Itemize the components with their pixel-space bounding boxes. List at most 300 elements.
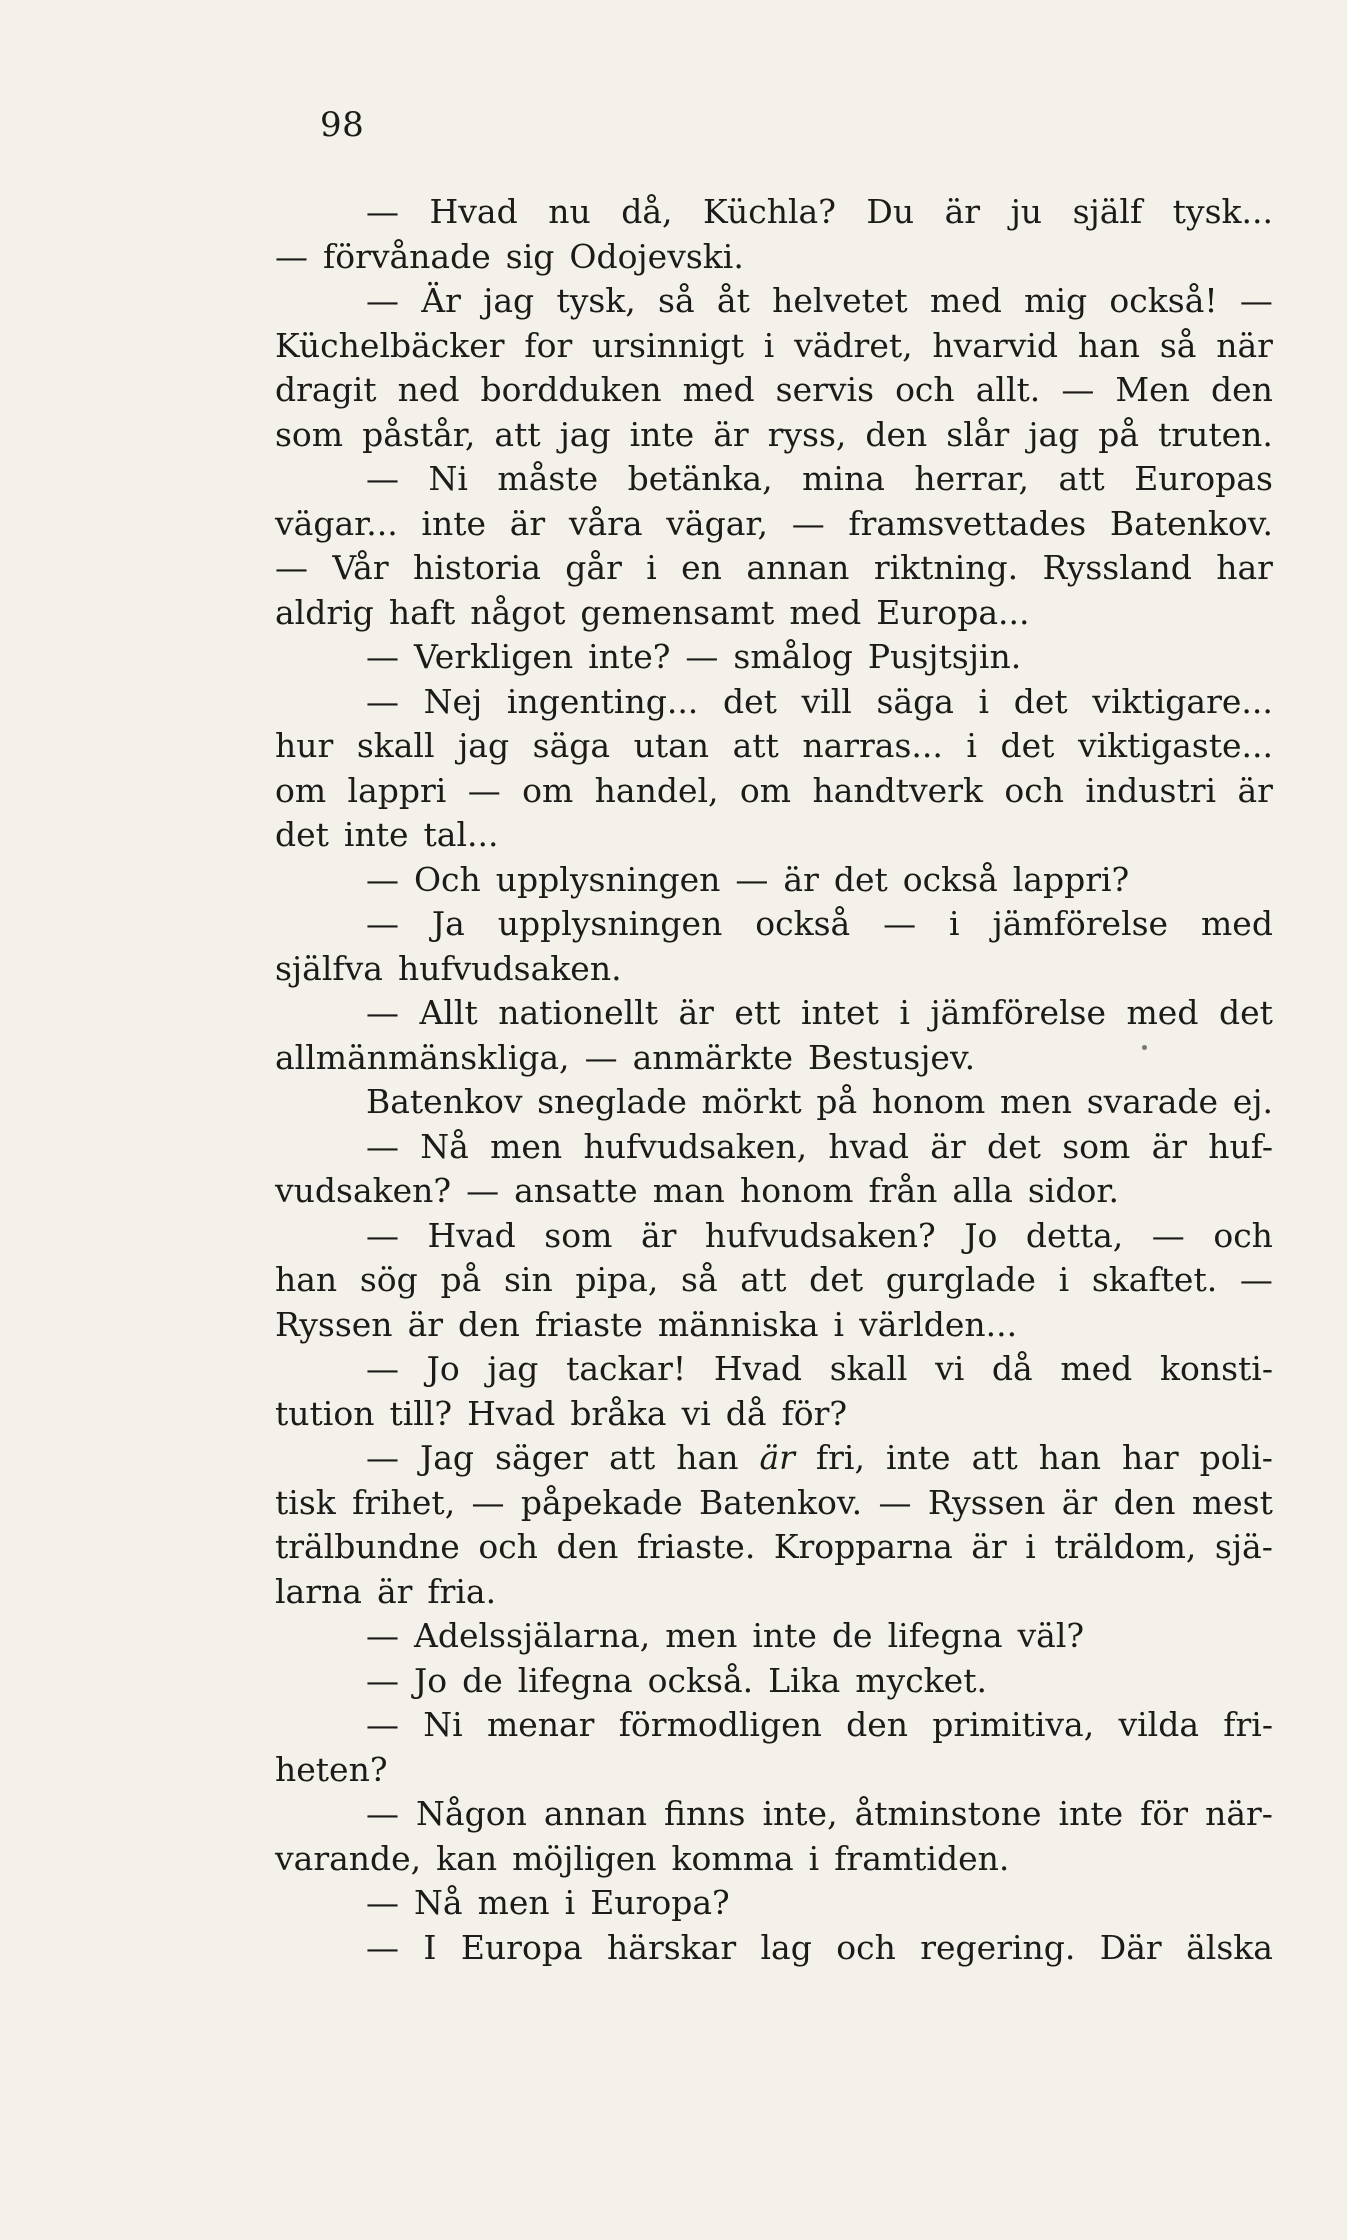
word: vädret, — [794, 325, 913, 365]
word: slår — [946, 414, 1010, 454]
word: varande, — [275, 1838, 422, 1878]
word: när — [1216, 325, 1273, 365]
word: men — [665, 1616, 738, 1655]
word: intet — [800, 993, 879, 1032]
word: det — [1013, 681, 1068, 721]
word: Europas — [1134, 459, 1273, 498]
text-line — [275, 1036, 1273, 1081]
word: också — [755, 904, 851, 943]
word: är — [1061, 1482, 1098, 1522]
text-line — [275, 502, 1273, 547]
text-line — [275, 190, 1273, 235]
text-line — [275, 769, 1273, 814]
word: om — [275, 770, 327, 810]
text-line — [275, 413, 1273, 458]
word: vudsaken? — [275, 1171, 452, 1210]
word: om — [739, 770, 792, 810]
word: också. — [647, 1660, 754, 1700]
word: som — [544, 1215, 613, 1255]
word: ursinnigt — [592, 325, 744, 365]
word: hufvudsaken. — [397, 948, 622, 988]
word: betänka, — [627, 459, 773, 498]
word: mina — [802, 459, 885, 498]
text-line — [275, 1659, 1273, 1704]
word: — — [366, 459, 399, 498]
word: tisk — [275, 1482, 336, 1522]
print-speck — [1142, 1045, 1147, 1050]
word: inte — [1058, 1794, 1124, 1833]
word: världen... — [859, 1304, 1018, 1344]
word: de — [831, 1616, 873, 1655]
word: friaste. — [636, 1527, 756, 1566]
word: lappri — [347, 770, 447, 810]
word: anmärkte — [632, 1037, 794, 1077]
word: ansatte — [514, 1171, 638, 1210]
word: för? — [781, 1393, 848, 1433]
word: säga — [532, 726, 611, 765]
word: Küchelbäcker — [275, 325, 505, 365]
word: detta, — [1025, 1215, 1124, 1255]
word: mörkt — [701, 1082, 802, 1121]
word: för — [1140, 1794, 1189, 1833]
word: Europa? — [590, 1883, 730, 1922]
word: i — [949, 904, 960, 943]
word: själfva — [275, 948, 383, 988]
word: träldom, — [1054, 1527, 1197, 1566]
word: — — [1239, 281, 1273, 320]
word: i — [646, 548, 657, 587]
word: ett — [734, 993, 781, 1032]
word: i — [564, 1883, 576, 1922]
word: vägar, — [666, 503, 769, 543]
word: huf- — [1208, 1126, 1273, 1166]
text-line — [275, 1748, 1273, 1793]
word: med — [789, 592, 862, 632]
text-line — [275, 1792, 1273, 1837]
word: har — [1121, 1438, 1179, 1477]
word: herrar, — [914, 459, 1030, 498]
text-line — [275, 724, 1273, 769]
word: — — [366, 1660, 399, 1700]
word: vägar... — [275, 503, 398, 543]
word: frihet, — [352, 1482, 456, 1522]
word: — — [883, 904, 917, 943]
word: och — [895, 370, 955, 409]
text-line — [275, 813, 1273, 858]
word: jag — [1028, 414, 1080, 454]
word: Nå — [420, 1126, 469, 1166]
word: man — [652, 1171, 725, 1210]
word: åtminstone — [854, 1794, 1042, 1833]
word: tackar! — [566, 1349, 687, 1388]
word: inte — [885, 1438, 951, 1477]
word: — — [366, 637, 399, 676]
word: upplysningen — [497, 904, 723, 943]
word: men — [999, 1082, 1073, 1121]
word: mest — [1191, 1482, 1273, 1522]
word: — — [366, 281, 399, 320]
word: ned — [397, 370, 460, 409]
word: Ryssen — [927, 1482, 1046, 1522]
word: så — [658, 281, 695, 320]
word: Pusjtsjin. — [867, 637, 1022, 676]
word: lifegna — [517, 1660, 633, 1700]
word: framtiden. — [834, 1838, 1010, 1878]
word: — — [366, 1883, 399, 1922]
word: lifegna — [887, 1616, 1003, 1655]
word: Bestusjev. — [808, 1037, 976, 1077]
word: hvad — [828, 1126, 910, 1166]
word: — — [366, 1927, 399, 1967]
word: som — [1062, 1126, 1131, 1166]
word: så — [681, 1260, 718, 1299]
word: dragit — [275, 370, 377, 409]
word: är — [1237, 770, 1273, 810]
word: på — [440, 1260, 482, 1299]
word: kan — [436, 1838, 498, 1878]
text-line — [275, 457, 1273, 502]
text-line — [275, 635, 1273, 680]
word: fria. — [427, 1571, 497, 1611]
word: — — [791, 503, 825, 543]
word: som — [275, 414, 344, 454]
word: — — [1061, 370, 1095, 409]
word: inte — [752, 1616, 817, 1655]
word: med — [1060, 1349, 1133, 1388]
word: tysk, — [556, 281, 636, 320]
word: sneglade — [537, 1082, 687, 1121]
word: — — [878, 1482, 912, 1522]
text-line — [275, 1926, 1273, 1971]
word: honom — [739, 1171, 854, 1210]
word: jämförelse — [930, 993, 1107, 1032]
word: svarade — [1086, 1082, 1219, 1121]
word: måste — [497, 459, 599, 498]
word: hufvudsaken, — [583, 1126, 808, 1166]
word: — — [471, 1482, 505, 1522]
word: har — [1216, 548, 1273, 587]
word: tysk... — [1172, 192, 1273, 231]
word: med — [1126, 993, 1199, 1032]
word: sög — [359, 1260, 418, 1299]
word: Hvad — [713, 1349, 803, 1388]
word: helvetet — [772, 281, 908, 320]
word: Jag — [420, 1438, 475, 1477]
word: jag — [487, 1349, 539, 1388]
text-line — [275, 1614, 1273, 1659]
word: Jo — [426, 1349, 460, 1388]
word: på — [816, 1082, 858, 1121]
text-line — [275, 279, 1273, 324]
word: skall — [356, 726, 435, 765]
word: komma — [671, 1838, 794, 1878]
text-line — [275, 1080, 1273, 1125]
word: inte — [343, 815, 409, 854]
word: Ni — [423, 1705, 463, 1744]
word: Där — [1099, 1927, 1162, 1967]
word: vi — [681, 1393, 711, 1433]
word: Lika — [768, 1660, 841, 1700]
word: inte, — [762, 1794, 838, 1833]
word: gurglade — [885, 1260, 1036, 1299]
word: i — [966, 726, 977, 765]
word: — — [685, 637, 719, 676]
word: ingenting... — [506, 681, 699, 721]
word: de — [462, 1660, 503, 1700]
word: det — [809, 1260, 864, 1299]
word: jag — [483, 281, 535, 320]
word: allmänmänskliga, — [275, 1037, 570, 1077]
word: och — [836, 1927, 896, 1967]
word: mycket. — [855, 1660, 987, 1700]
word: är — [971, 1527, 1007, 1566]
word: — — [735, 859, 769, 899]
word: hur — [275, 726, 334, 765]
word: och — [478, 1527, 538, 1566]
word: något — [470, 592, 566, 632]
word: inte — [629, 414, 695, 454]
word: bråka — [570, 1393, 667, 1433]
word: — — [366, 681, 399, 721]
word: Nej — [423, 681, 483, 721]
word: också! — [1109, 281, 1218, 320]
word: möjligen — [512, 1838, 657, 1878]
word: smålog — [733, 637, 853, 676]
word: fri, — [815, 1438, 865, 1477]
word: är — [759, 1438, 795, 1477]
word: älska — [1186, 1927, 1273, 1967]
text-line — [275, 1125, 1273, 1170]
text-line — [275, 902, 1273, 947]
word: då, — [621, 192, 673, 231]
word: är — [678, 993, 714, 1032]
word: han — [676, 1438, 739, 1477]
word: det — [987, 1126, 1041, 1166]
word: men — [477, 1883, 550, 1922]
word: skall — [829, 1349, 908, 1388]
word: servis — [775, 370, 875, 409]
word: är — [1151, 1126, 1188, 1166]
word: trälbundne — [275, 1527, 460, 1566]
word: Küchla? — [703, 192, 836, 231]
word: mig — [1024, 281, 1088, 320]
word: Europa... — [876, 592, 1030, 632]
word: Och — [414, 859, 481, 899]
word: ju — [1010, 192, 1043, 231]
word: att — [971, 1438, 1018, 1477]
word: — — [584, 1037, 618, 1077]
text-line — [275, 235, 1273, 280]
word: det — [833, 859, 888, 899]
word: är — [930, 1126, 966, 1166]
word: pipa, — [575, 1260, 659, 1299]
word: Någon — [416, 1794, 527, 1833]
page-text — [275, 190, 1273, 1970]
text-line — [275, 1481, 1273, 1526]
word: påstår, — [362, 414, 476, 454]
word: det — [275, 815, 329, 854]
word: primitiva, — [932, 1705, 1095, 1744]
word: en — [681, 548, 722, 587]
word: själf — [1072, 192, 1143, 231]
word: framsvettades — [848, 503, 1087, 543]
word: industri — [1085, 770, 1217, 810]
word: larna — [275, 1571, 362, 1611]
word: tution — [275, 1393, 375, 1433]
word: menar — [486, 1705, 595, 1744]
word: Europa — [460, 1927, 583, 1967]
word: Adelssjälarna, — [414, 1616, 651, 1655]
word: Verkligen — [414, 637, 574, 676]
text-line — [275, 591, 1273, 636]
word: ej. — [1232, 1082, 1273, 1121]
word: Du — [866, 192, 915, 231]
word: bordduken — [480, 370, 662, 409]
word: haft — [388, 592, 456, 632]
word: han — [275, 1260, 338, 1299]
word: påpekade — [520, 1482, 683, 1522]
word: då — [725, 1393, 767, 1433]
word: — — [1239, 1260, 1273, 1299]
word: — — [366, 904, 399, 943]
text-line — [275, 1258, 1273, 1303]
word: att — [740, 1260, 787, 1299]
word: förvånade — [323, 236, 491, 276]
word: historia — [413, 548, 541, 587]
word: for — [524, 325, 573, 365]
text-line — [275, 991, 1273, 1036]
word: allt. — [975, 370, 1041, 409]
word: sig — [505, 236, 555, 276]
word: Ni — [428, 459, 468, 498]
word: Batenkov. — [1109, 503, 1273, 543]
word: skaftet. — [1091, 1260, 1218, 1299]
word: — — [366, 1126, 399, 1166]
word: då — [991, 1349, 1033, 1388]
word: men — [490, 1126, 563, 1166]
word: Allt — [419, 993, 478, 1032]
page-number: 98 — [320, 105, 365, 145]
text-line — [275, 1570, 1273, 1615]
word: sjä- — [1214, 1527, 1273, 1566]
word: Batenkov. — [699, 1482, 863, 1522]
text-line — [275, 1347, 1273, 1392]
word: så — [1159, 325, 1197, 365]
word: är — [509, 503, 546, 543]
word: väl? — [1017, 1616, 1085, 1655]
word: Hvad — [427, 1215, 516, 1255]
word: är — [407, 1304, 444, 1344]
word: är — [713, 414, 749, 454]
text-line — [275, 947, 1273, 992]
text-line — [275, 1703, 1273, 1748]
word: finns — [664, 1794, 746, 1833]
word: den — [1113, 1482, 1176, 1522]
word: Nå — [414, 1883, 463, 1922]
word: inte? — [588, 637, 671, 676]
word: att — [609, 1438, 656, 1477]
word: hvarvid — [932, 325, 1059, 365]
word: i — [1025, 1527, 1036, 1566]
word: heten? — [275, 1749, 388, 1789]
word: han — [1077, 325, 1141, 365]
text-line — [275, 324, 1273, 369]
text-lines — [275, 190, 1273, 1970]
word: utan — [633, 726, 710, 765]
word: i — [1058, 1260, 1070, 1299]
word: den — [1210, 370, 1273, 409]
word: Vår — [332, 548, 389, 587]
word: att — [732, 726, 779, 765]
word: — — [366, 192, 399, 231]
word: truten. — [1158, 414, 1273, 454]
word: från — [868, 1171, 938, 1210]
text-line — [275, 546, 1273, 591]
word: vill — [801, 681, 852, 721]
word: sidor. — [1027, 1171, 1119, 1210]
word: att — [1058, 459, 1105, 498]
word: vilda — [1118, 1705, 1200, 1744]
text-line — [275, 680, 1273, 725]
word: att — [494, 414, 541, 454]
word: — — [467, 770, 501, 810]
word: vi — [935, 1349, 965, 1388]
word: i — [808, 1838, 820, 1878]
word: viktigaste... — [1077, 726, 1273, 765]
text-line — [275, 1436, 1273, 1481]
word: lag — [760, 1927, 812, 1967]
word: och — [1004, 770, 1064, 810]
text-line — [275, 1392, 1273, 1437]
text-line — [275, 1837, 1273, 1882]
word: Hvad — [429, 192, 518, 231]
word: den — [846, 1705, 909, 1744]
word: i — [833, 1304, 845, 1344]
word: konsti- — [1159, 1349, 1273, 1388]
word: Ryssland — [1042, 548, 1192, 587]
word: ryss, — [767, 414, 847, 454]
word: säger — [495, 1438, 589, 1477]
word: alla — [952, 1171, 1013, 1210]
word: fri- — [1223, 1705, 1273, 1744]
word: honom — [871, 1082, 986, 1121]
word: — — [275, 548, 308, 587]
word: också — [902, 859, 998, 899]
word: om — [522, 770, 574, 810]
word: den — [458, 1304, 520, 1344]
word: — — [366, 1215, 399, 1255]
word: till? — [389, 1393, 453, 1433]
word: och — [1213, 1215, 1273, 1255]
text-line — [275, 858, 1273, 903]
word: med — [929, 281, 1002, 320]
word: handtverk — [812, 770, 983, 810]
word: Batenkov — [366, 1082, 523, 1121]
word: med — [1201, 904, 1273, 943]
word: med — [682, 370, 755, 409]
word: jag — [559, 414, 611, 454]
word: viktigare... — [1092, 681, 1273, 721]
word: lappri? — [1012, 859, 1130, 899]
word: — — [366, 1794, 399, 1833]
text-line — [275, 1881, 1273, 1926]
word: säga — [876, 681, 954, 721]
word: är — [376, 1571, 413, 1611]
word: — — [366, 1349, 399, 1388]
word: Ja — [431, 904, 465, 943]
text-line — [275, 1169, 1273, 1214]
word: i — [978, 681, 990, 721]
